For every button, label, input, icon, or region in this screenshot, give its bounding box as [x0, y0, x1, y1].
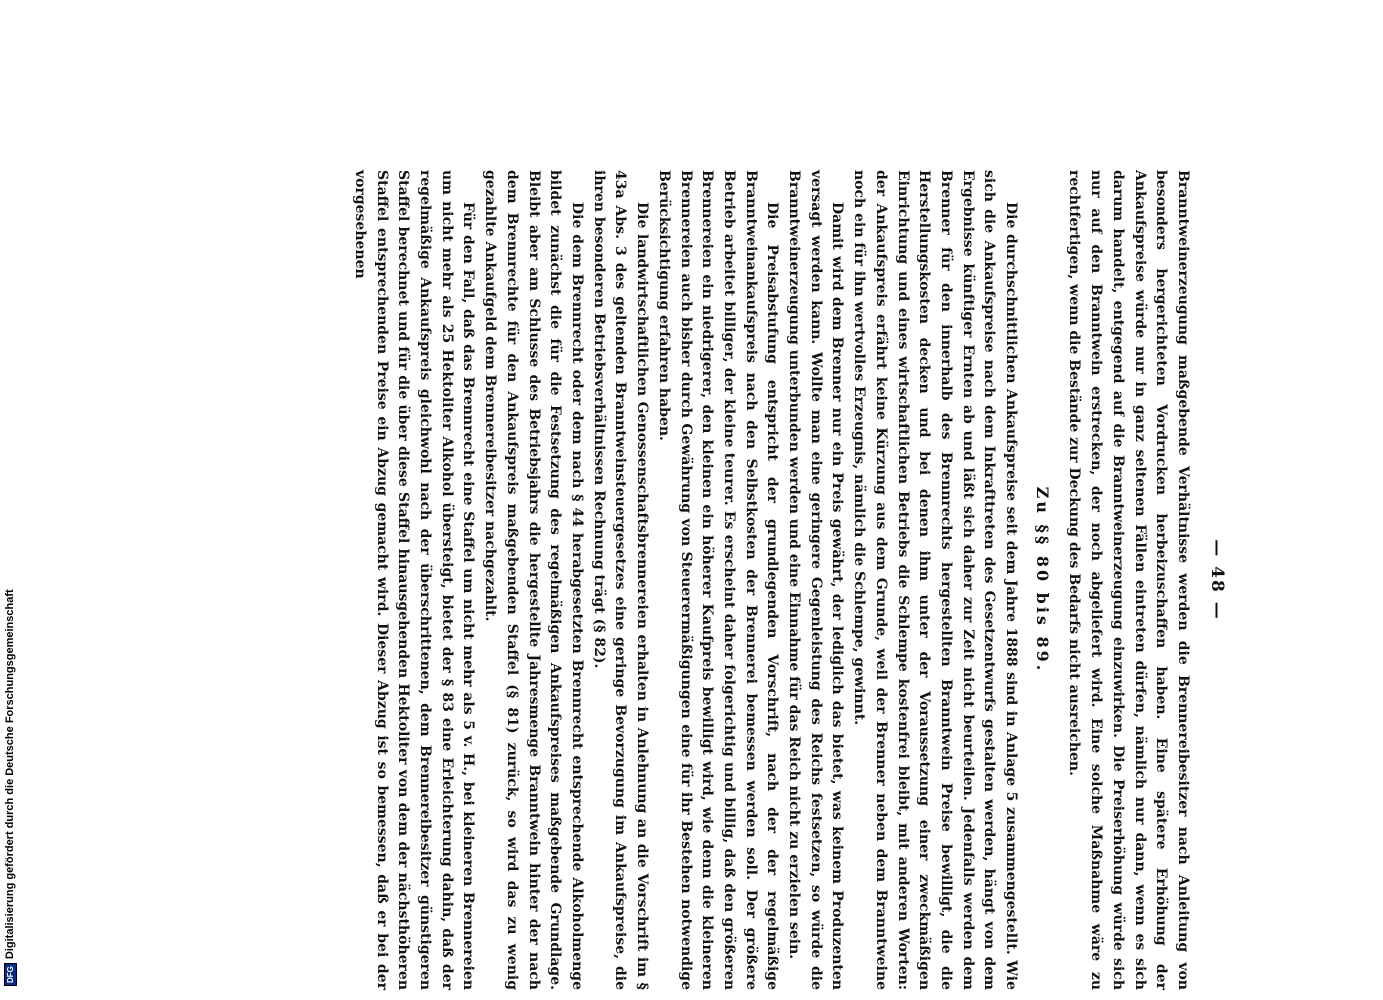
paragraph-intro: Branntweinerzeugung maßgebende Verhältnisse werden die Brennereibesitzer nach Anleitung von besonders hergerichteten Vordrucken herbeizuschaffen haben. Eine spätere Erhöhung der Ankaufspreise würde nur in ganz seltenen Fällen eintreten dürfen, nämlich nur dann, wenn es sich darum handelt, entgegend auf die Branntweinerzeugung einzuwirken. Die Preiserhöhung würde sich nur auf den Branntwein erstrecken, der noch abgeliefert wird. Eine solche Maßnahme wäre zu rechtfertigen, wenn die Bestände zur Deckung des Bedarfs nicht ausreichen.: [1066, 170, 1191, 990]
rotated-page: [135, 170, 1245, 990]
page-number: — 48 —: [1207, 539, 1227, 621]
body-text: [348, 170, 1193, 990]
paragraph: Die durchschnittlichen Ankaufspreise seit dem Jahre 1888 sind in Anlage 5 zusammengestellt. Wie sich die Ankaufspreise nach dem Inkrafttreten des Gesetzentwurfs gestalten werden, hängt von dem Ergebnisse künftiger Ernten ab und läßt sich daher zur Zeit nicht beurteilen. Jedenfalls werden dem Brenner für den innerhalb des Brennrechts hergestellten Branntwein Preise bewilligt, die die Herstellungskosten decken und bei denen ihm unter der Voraussetzung einer zweckmäßigen Einrichtung und eines wirtschaftlichen Betriebs die Schlempe kostenfrei bleibt, mit anderen Worten: der Ankaufspreis erfährt keine Kürzung aus dem Grunde, weil der Brenner neben dem Branntweine noch ein für ihn wertvolles Erzeugnis, nämlich die Schlempe, gewinnt.: [851, 170, 1020, 990]
paragraph: Damit wird dem Brenner nur ein Preis gewährt, der lediglich das bietet, was keinem Produzenten versagt werden kann. Wollte man eine geringere Gegenleistung des Reichs festsetzen, so würde die Branntweinerzeugung unterbunden werden und eine Einnahme für das Reich nicht zu erzielen sein.: [786, 170, 846, 990]
paragraph: Die Preisabstufung entspricht der grundlegenden Vorschrift, nach der der regelmäßige Branntweinankaufspreis nach den Selbstkosten der Brennerei bemessen werden soll. Der größere Betrieb arbeitet billiger, der kleine teurer. Es erscheint daher folgerichtig und billig, daß den größeren Brennereien ein niedrigerer, den kleinen ein höherer Kaufpreis bewilligt wird, wie denn die kleineren Brennereien auch bisher durch Gewährung von Steuerermäßigungen eine für ihr Bestehen notwendige Berücksichtigung erfahren haben.: [655, 170, 781, 990]
paragraph: Die dem Brennrecht oder dem nach § 44 herabgesetzten Brennrecht entsprechende Alkoholmenge bildet zunächst die für die Festsetzung des regelmäßigen Ankaufspreises maßgebende Grundlage. Bleibt aber am Schlusse des Betriebsjahrs die hergestellte Jahresmenge Branntwein hinter der nach dem Brennrechte für den Ankaufspreis maßgebenden Staffel (§ 81) zurück, so wird das zu wenig gezahlte Ankaufgeld dem Brennereibesitzer nachgezahlt.: [482, 170, 586, 990]
paragraph: Die landwirtschaftlichen Genossenschaftsbrennereien erhalten in Anlehnung an die Vorschrift im § 43a Abs. 3 des geltenden Branntweinsteuergesetzes eine geringe Bevorzugung im Ankaufspreise, die ihren besonderen Betriebsverhältnissen Rechnung trägt (§ 82).: [590, 170, 651, 990]
section-heading: Zu §§ 80 bis 89.: [1032, 486, 1052, 674]
funding-notice: [0, 0, 20, 1000]
paragraph: Für den Fall, daß das Brennrecht eine Staffel um nicht mehr als 5 v. H., bei kleineren Brennereien um nicht mehr als 25 Hektoliter Alkohol übersteigt, bietet der § 83 eine Erleichterung dahin, daß der regelmäßige Ankaufspreis gleichwohl nach der überschrittenen, dem Brennereibesitzer günstigeren Staffel berechnet und für die über diese Staffel hinausgehenden Hektoliter von dem der nächsthöheren Staffel entsprechenden Preise ein Abzug gemacht wird. Dieser Abzug ist so bemessen, daß er bei der vorgesehenen: [351, 170, 477, 990]
dfg-logo-icon: DFG: [4, 963, 17, 986]
funding-notice-text: Digitalisierung gefördert durch die Deutsche Forschungsgemeinschaft: [4, 589, 16, 960]
